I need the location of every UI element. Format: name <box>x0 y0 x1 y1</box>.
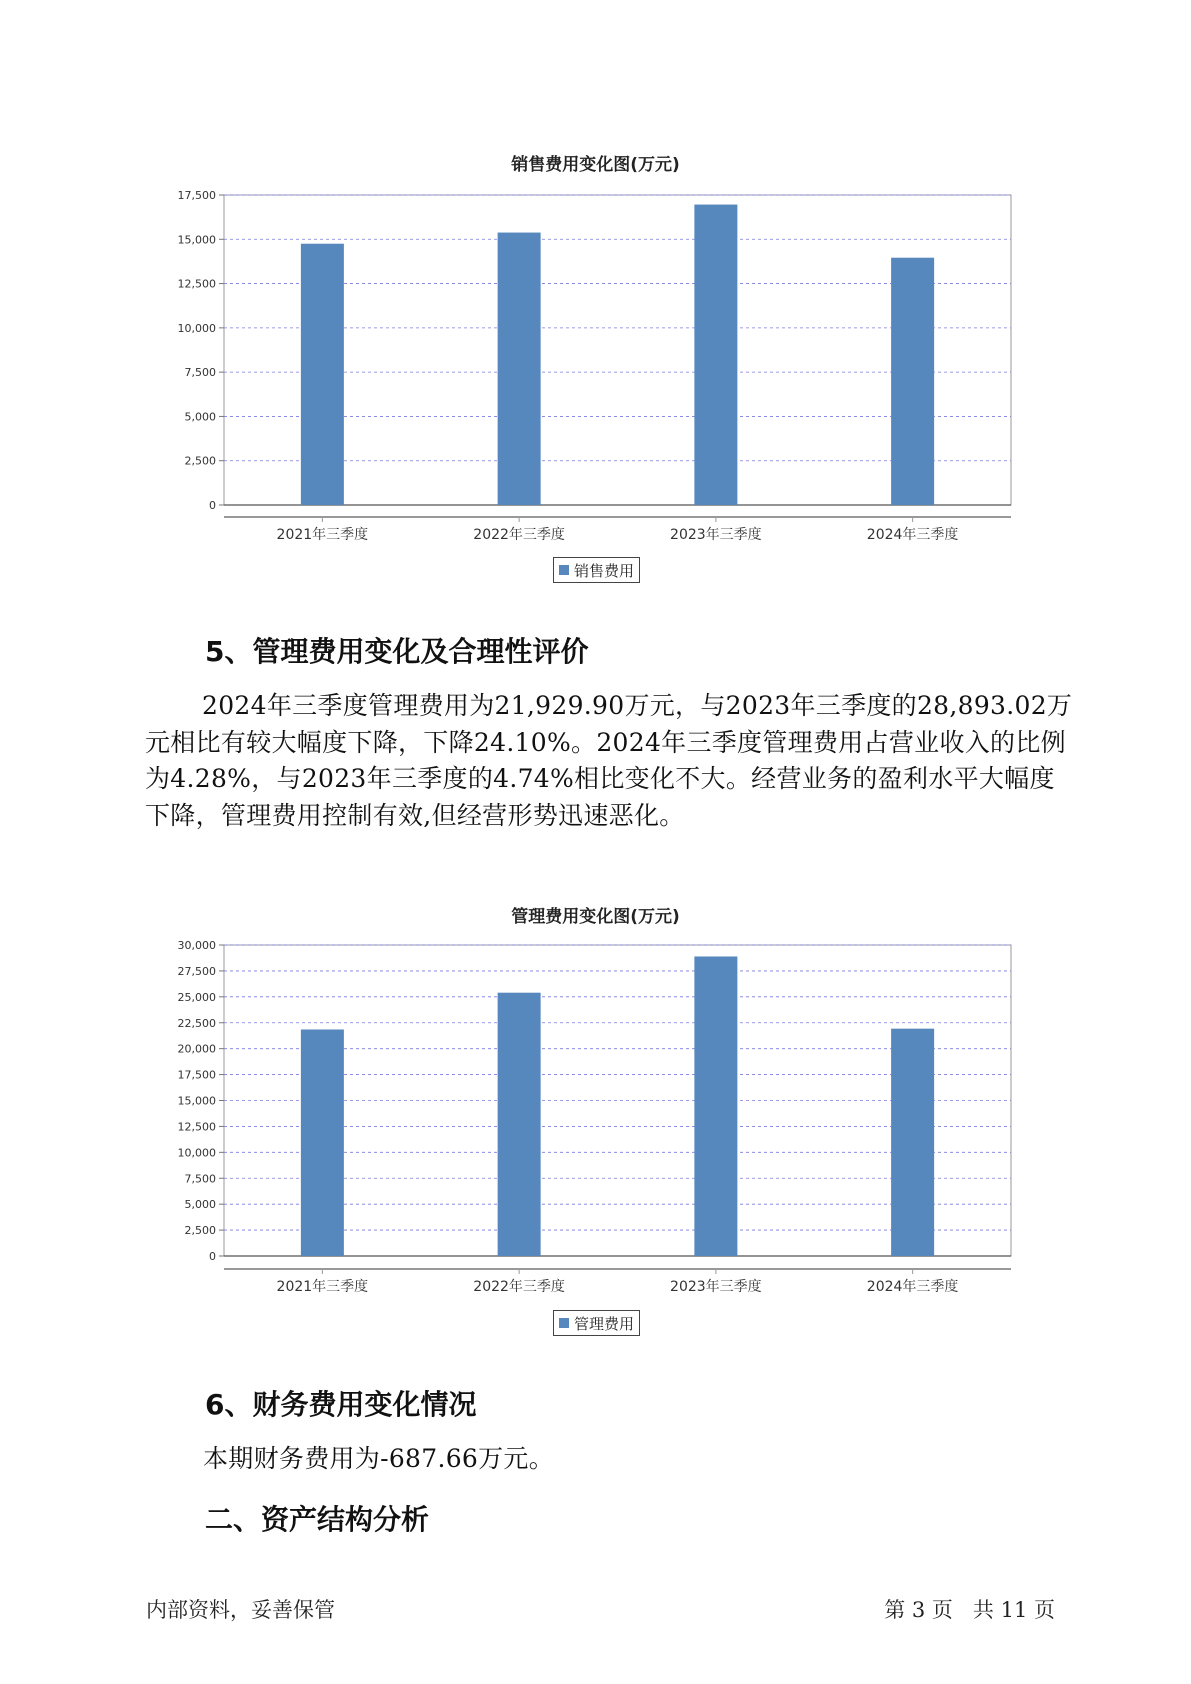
y-tick-label: 25,000 <box>177 990 216 1004</box>
bar <box>301 1029 344 1256</box>
y-tick-label: 7,500 <box>184 366 216 380</box>
legend-swatch-icon <box>559 1318 569 1328</box>
footer-note: 内部资料，妥善保管 <box>146 1598 335 1622</box>
y-tick-label: 22,500 <box>177 1016 216 1030</box>
y-tick-label: 17,500 <box>177 189 216 202</box>
x-tick-label: 2023年三季度 <box>670 527 762 543</box>
y-tick-label: 30,000 <box>177 939 216 952</box>
admin-chart-title: 管理费用变化图(万元) <box>511 907 680 927</box>
y-tick-label: 10,000 <box>177 321 216 335</box>
y-tick-label: 17,500 <box>177 1068 216 1082</box>
section-6-heading: 6、财务费用变化情况 <box>205 1388 477 1421</box>
x-tick-label: 2022年三季度 <box>473 1279 565 1295</box>
bar <box>498 993 541 1256</box>
y-tick-label: 2,500 <box>184 454 216 468</box>
section-6-body: 本期财务费用为-687.66万元。 <box>203 1444 555 1473</box>
y-tick-label: 2,500 <box>184 1224 216 1238</box>
y-tick-label: 15,000 <box>177 1094 216 1108</box>
y-tick-label: 15,000 <box>177 233 216 247</box>
x-tick-label: 2021年三季度 <box>276 1279 369 1295</box>
y-tick-label: 0 <box>209 1250 216 1263</box>
admin-chart-legend <box>553 1310 640 1336</box>
y-tick-label: 27,500 <box>177 964 216 978</box>
section-5-heading: 5、管理费用变化及合理性评价 <box>205 635 589 668</box>
bar <box>891 1029 934 1256</box>
y-tick-label: 20,000 <box>177 1042 216 1056</box>
x-tick-label: 2023年三季度 <box>670 1279 762 1295</box>
x-tick-label: 2021年三季度 <box>276 527 369 543</box>
y-tick-label: 7,500 <box>184 1172 216 1186</box>
bar <box>694 956 737 1256</box>
y-tick-label: 5,000 <box>184 410 216 424</box>
page-number: 第 3 页 共 11 页 <box>884 1598 1055 1622</box>
y-tick-label: 0 <box>209 499 216 512</box>
y-tick-label: 10,000 <box>177 1146 216 1160</box>
admin-legend-label: 管理费用 <box>574 1314 635 1333</box>
x-tick-label: 2024年三季度 <box>866 527 959 543</box>
section-5-body: 2024年三季度管理费用为21,929.90万元，与2023年三季度的28,893.02万元相比有较大幅度下降，下降24.10%。2024年三季度管理费用占营业收入的比例为4.28%，与2023年三季度的4.74%相比变化不大。经营业务的盈利水平大幅度下降，管理费用控制有效,但经营形势迅速恶化。 <box>145 691 1073 830</box>
x-tick-label: 2022年三季度 <box>473 527 565 543</box>
section-assets-heading: 二、资产结构分析 <box>205 1503 430 1536</box>
y-tick-label: 12,500 <box>177 277 216 291</box>
y-tick-label: 12,500 <box>177 1120 216 1134</box>
y-tick-label: 5,000 <box>184 1198 216 1212</box>
sales-legend-label: 销售费用 <box>574 561 635 580</box>
x-tick-label: 2024年三季度 <box>866 1279 959 1295</box>
sales-chart-title: 销售费用变化图(万元) <box>511 155 680 175</box>
